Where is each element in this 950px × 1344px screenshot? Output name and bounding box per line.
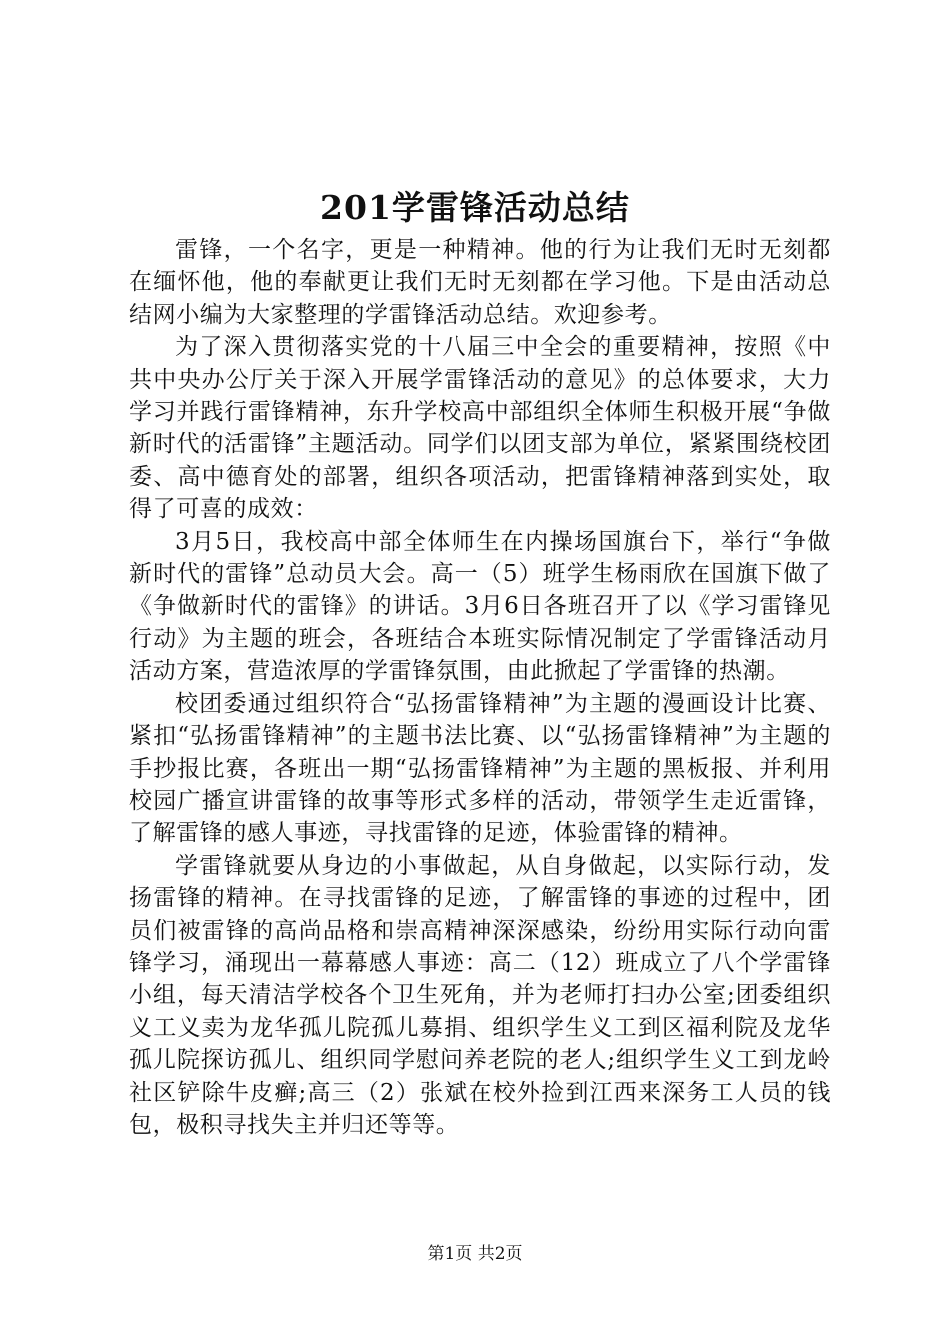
paragraph-background: 为了深入贯彻落实党的十八届三中全会的重要精神，按照《中共中央办公厅关于深入开展学雷锋活动的意见》的总体要求，大力学习并践行雷锋精神，东升学校高中部组织全体师生积极开展“争做新时代的活雷锋”主题活动。同学们以团支部为单位，紧紧围绕校团委、高中德育处的部署，组织各项活动，把雷锋精神落到实处，取得了可喜的成效： [129, 334, 831, 523]
paragraph-deeds: 学雷锋就要从身边的小事做起，从自身做起，以实际行动，发扬雷锋的精神。在寻找雷锋的足迹，了解雷锋的事迹的过程中，团员们被雷锋的高尚品格和崇高精神深深感染，纷纷用实际行动向雷锋学习，涌现出一幕幕感人事迹：高二（12）班成立了八个学雷锋小组，每天清洁学校各个卫生死角，并为老师打扫办公室;团委组织义工义卖为龙华孤儿院孤儿募捐、组织学生义工到区福利院及龙华孤儿院探访孤儿、组织同学慰问养老院的老人;组织学生义工到龙岭社区铲除牛皮癣;高三（2）张斌在校外捡到江西来深务工人员的钱包，极积寻找失主并归还等等。 [129, 852, 831, 1138]
page-number-footer: 第1页 共2页 [427, 1244, 523, 1264]
document-body [129, 234, 831, 1141]
document-title: 201学雷锋活动总结 [320, 188, 630, 227]
paragraph-intro: 雷锋，一个名字，更是一种精神。他的行为让我们无时无刻都在缅怀他，他的奉献更让我们无时无刻都在学习他。下是由活动总结网小编为大家整理的学雷锋活动总结。欢迎参考。 [129, 237, 831, 328]
paragraph-mobilization: 3月5日，我校高中部全体师生在内操场国旗台下，举行“争做新时代的雷锋”总动员大会。高一（5）班学生杨雨欣在国旗下做了《争做新时代的雷锋》的讲话。3月6日各班召开了以《学习雷锋见行动》为主题的班会，各班结合本班实际情况制定了学雷锋活动月活动方案，营造浓厚的学雷锋氛围，由此掀起了学雷锋的热潮。 [129, 528, 831, 685]
paragraph-activities: 校团委通过组织符合“弘扬雷锋精神”为主题的漫画设计比赛、紧扣“弘扬雷锋精神”的主题书法比赛、以“弘扬雷锋精神”为主题的手抄报比赛，各班出一期“弘扬雷锋精神”为主题的黑板报、并利用校园广播宣讲雷锋的故事等形式多样的活动，带领学生走近雷锋，了解雷锋的感人事迹，寻找雷锋的足迹，体验雷锋的精神。 [129, 690, 831, 847]
